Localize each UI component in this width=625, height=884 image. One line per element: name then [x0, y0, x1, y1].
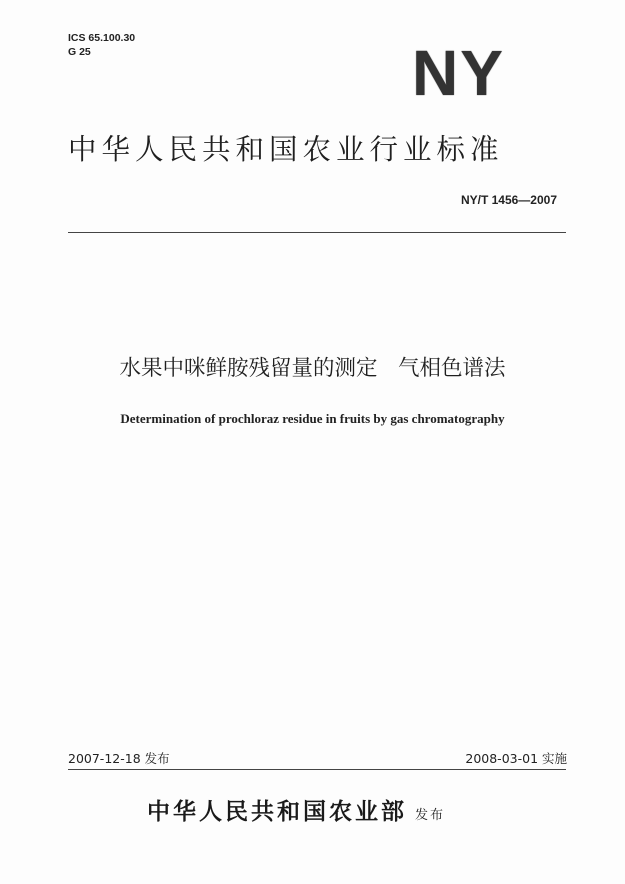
standard-number: NY/T 1456—2007	[460, 193, 557, 207]
issuer-name: 中华人民共和国农业部	[147, 798, 407, 825]
issuer-action: 发布	[415, 808, 446, 823]
issue-date: 2007-12-18 发布	[68, 751, 170, 766]
issuer-line	[147, 796, 445, 832]
document-title-english: Determination of prochloraz residue in fruits by gas chromatography	[120, 411, 505, 426]
standard-category-title: 中华人民共和国农业行业标准	[68, 133, 504, 166]
classification-codes	[68, 31, 135, 59]
document-title-chinese: 水果中咪鲜胺残留量的测定 气相色谱法	[119, 356, 506, 381]
top-divider	[68, 232, 566, 233]
bottom-divider	[68, 769, 566, 770]
ccs-code: G 25	[68, 46, 91, 58]
ny-logo: NY	[412, 37, 505, 109]
implementation-date: 2008-03-01 实施	[465, 751, 567, 766]
ics-code: ICS 65.100.30	[68, 32, 136, 44]
